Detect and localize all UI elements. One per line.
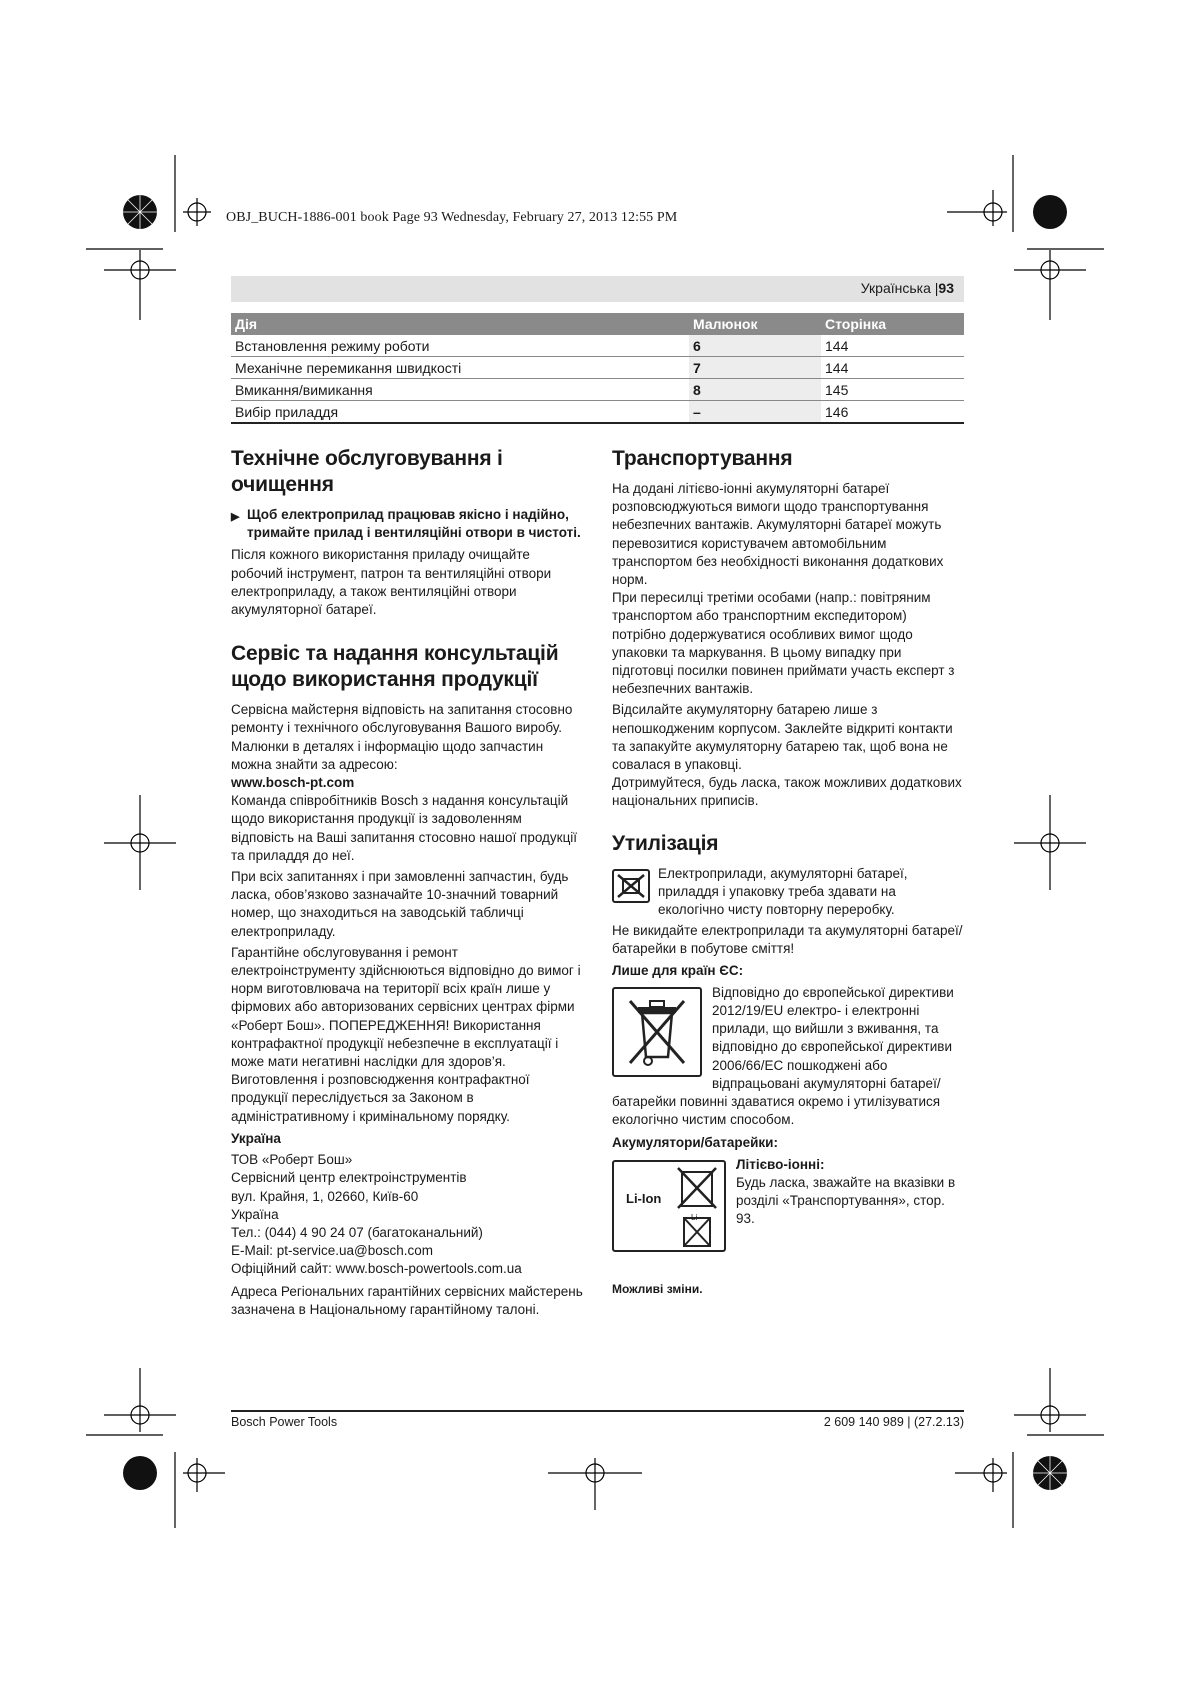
service-p2: Команда співробітників Bosch з надання консультацій щодо використання продукції із задоволенням відповість на Ваші запитання стосовно нашої продукції та приладдя до неї. <box>231 793 578 863</box>
disposal-p1: Електроприлади, акумуляторні батареї, приладдя і упаковку треба здавати на екологічно чисту повторну переробку. <box>658 865 908 918</box>
li-ion-text: Будь ласка, зважайте на вказівки в розділі «Транспортування», стор. 93. <box>736 1174 956 1227</box>
service-p3: При всіх запитаннях і при замовленні запчастин, будь ласка, обов’язково зазначайте 10-значний товарний номер, що знаходиться на заводській табличці електроприладу. <box>231 869 569 939</box>
cell-action: Вмикання/вимикання <box>231 379 689 401</box>
cell-figure: – <box>689 401 821 424</box>
page-number: 93 <box>938 280 954 296</box>
address-website[interactable]: Офіційний сайт: www.bosch-powertools.com.ua <box>231 1261 522 1277</box>
table-row <box>231 379 964 401</box>
crossed-package-icon <box>612 869 650 903</box>
page-header <box>231 276 964 302</box>
li-ion-row <box>612 1156 964 1252</box>
right-column <box>612 446 964 1298</box>
service-address <box>231 1151 583 1278</box>
maintenance-title: Технічне обслуговування і очищення <box>231 447 503 496</box>
cell-action: Встановлення режиму роботи <box>231 335 689 357</box>
service-p5: Адреса Регіональних гарантійних сервісних майстерень зазначена в Національному гарантійному талоні. <box>231 1283 583 1317</box>
cell-figure: 8 <box>689 379 821 401</box>
eu-heading: Лише для країн ЄС: <box>612 962 744 978</box>
cell-page: 145 <box>821 379 964 401</box>
table-row <box>231 335 964 357</box>
address-line: вул. Крайня, 1, 02660, Київ-60 <box>231 1188 419 1204</box>
cell-page: 146 <box>821 401 964 424</box>
cell-figure: 6 <box>689 335 821 357</box>
operations-table <box>231 313 964 424</box>
print-slug: OBJ_BUCH-1886-001 book Page 93 Wednesday, February 27, 2013 12:55 PM <box>226 210 678 225</box>
cell-page: 144 <box>821 335 964 357</box>
transport-p4: Дотримуйтеся, будь ласка, також можливих додаткових національних приписів. <box>612 775 962 809</box>
li-ion-text-block <box>736 1156 964 1252</box>
transport-p3: Відсилайте акумуляторну батарею лише з непошкодженим корпусом. Заклейте відкриті контакти та запакуйте акумуляторну батарею так, щоб вона не совалася в упаковці. <box>612 702 953 773</box>
maintenance-bullet <box>231 506 583 542</box>
eu-block <box>612 984 964 1130</box>
table-row <box>231 357 964 379</box>
service-p1: Сервісна майстерня відповість на запитання стосовно ремонту і технічного обслуговування Вашого виробу. Малюнки в деталях і інформацію щодо запчастин можна знайти за адресою: <box>231 702 573 772</box>
disposal-title: Утилізація <box>612 831 719 855</box>
cell-action: Механічне перемикання швидкості <box>231 357 689 379</box>
table-row <box>231 401 964 424</box>
service-url[interactable]: www.bosch-pt.com <box>231 775 355 791</box>
disposal-recycle-row <box>612 865 964 920</box>
service-p4: Гарантійне обслуговування і ремонт електроінструменту здійснюються відповідно до вимог і норм виготовлювача на території всіх країн лише у фірмових або авторизованих сервісних центрах фірми «Роберт Бош». ПОПЕРЕДЖЕННЯ! Використання контрафактної продукції небезпечне в експлуатації і може мати негативні наслідки для здоров’я. Виготовлення і розповсюдження контрафактної продукції переслідується за Законом в адміністративному і кримінальному порядку. <box>231 944 581 1124</box>
service-country: Україна <box>231 1130 281 1146</box>
transport-p2: При пересилці третіми особами (напр.: повітряним транспортом або транспортним експедитором) потрібно додержуватися особливих вимог щодо упаковки та маркування. В цьому випадку при підготовці посилки повинен приймати участь експерт з небезпечних вантажів. <box>612 590 955 697</box>
li-ion-battery-symbol-icon <box>612 1160 726 1252</box>
changes-note: Можливі зміни. <box>612 1281 703 1296</box>
address-line: ТОВ «Роберт Бош» <box>231 1152 353 1168</box>
eu-text: Відповідно до європейської директиви 2012/19/EU електро- і електронні прилади, що вийшли з вживання, та відповідно до європейської директиви 2006/66/EC пошкоджені або відпрацьовані акумуляторні батареї/батарейки повинні здаватися окремо і утилізуватися екологічно чистим способом. <box>612 984 954 1128</box>
service-title: Сервіс та надання консультацій щодо використання продукції <box>231 642 559 692</box>
li-ion-symbol-label: Li-Ion <box>626 1190 662 1206</box>
header-language: Українська <box>860 280 931 296</box>
table-header-row <box>231 313 964 335</box>
maintenance-bullet-text: Щоб електроприлад працював якісно і надійно, тримайте прилад і вентиляційні отвори в чистоті. <box>247 507 581 541</box>
crossed-wheelie-bin-icon <box>612 987 702 1077</box>
col-header-action: Дія <box>231 313 689 335</box>
li-symbol-label: Li <box>691 1212 698 1222</box>
footer-doc-number: 2 609 140 989 | (27.2.13) <box>823 1415 964 1429</box>
footer-brand: Bosch Power Tools <box>231 1415 338 1429</box>
address-line: Україна <box>231 1206 279 1222</box>
footer-rule <box>231 1410 964 1412</box>
transport-p1: На додані літієво-іонні акумуляторні батареї розповсюджуються вимоги щодо транспортування небезпечних вантажів. Акумуляторні батареї можуть перевозитися користувачем автомобільним транспортом без необхідності виконання додаткових норм. <box>612 481 944 588</box>
cell-action: Вибір приладдя <box>231 401 689 424</box>
disposal-p2: Не викидайте електроприлади та акумуляторні батареї/батарейки в побутове сміття! <box>612 923 963 957</box>
col-header-page: Сторінка <box>821 313 964 335</box>
address-line: Сервісний центр електроінструментів <box>231 1170 467 1186</box>
cell-page: 144 <box>821 357 964 379</box>
bullet-triangle-icon: ▶ <box>231 511 240 523</box>
header-language-page <box>861 280 954 296</box>
maintenance-body: Після кожного використання приладу очищайте робочий інструмент, патрон та вентиляційні отвори електроприладу, а також вентиляційні отвори акумуляторної батареї. <box>231 547 552 618</box>
left-column <box>231 446 583 1322</box>
cell-figure: 7 <box>689 357 821 379</box>
header-separator: | <box>934 280 939 296</box>
col-header-figure: Малюнок <box>689 313 821 335</box>
transport-title: Транспортування <box>612 447 793 470</box>
batteries-heading: Акумулятори/батарейки: <box>612 1134 778 1150</box>
address-line: Тел.: (044) 4 90 24 07 (багатоканальний) <box>231 1224 483 1240</box>
address-email[interactable]: E-Mail: pt-service.ua@bosch.com <box>231 1243 434 1259</box>
li-ion-heading: Літієво-іонні: <box>736 1156 825 1172</box>
